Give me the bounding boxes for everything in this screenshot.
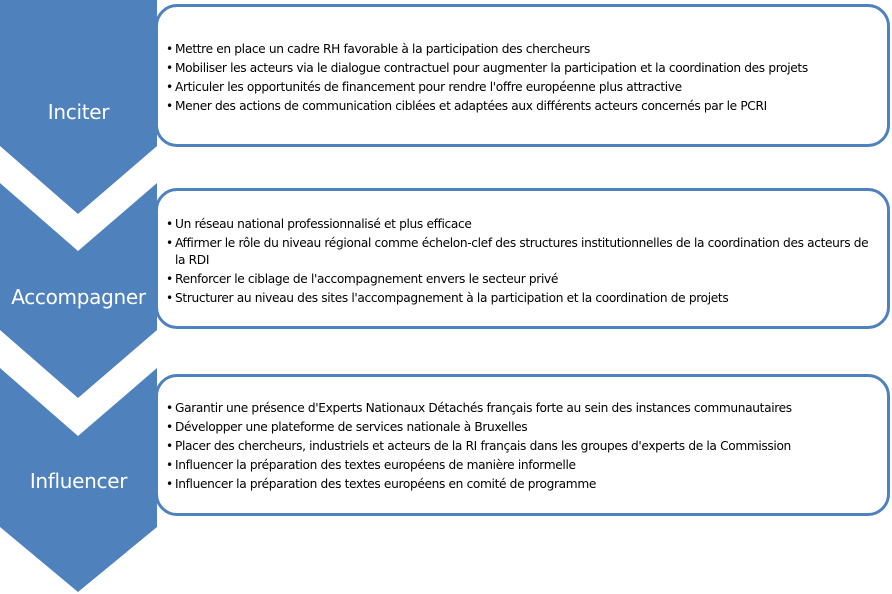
bullet-item: • Articuler les opportunités de financement pour rendre l'offre européenne plus attractive bbox=[166, 79, 875, 96]
step-box-influencer bbox=[155, 374, 890, 516]
bullet-item: • Renforcer le ciblage de l'accompagnement envers le secteur privé bbox=[166, 271, 875, 288]
step-label-accompagner: Accompagner bbox=[11, 285, 146, 309]
step-label-inciter: Inciter bbox=[47, 100, 110, 124]
bullet-item: • Affirmer le rôle du niveau régional comme échelon-clef des structures institutionnelles de la coordination des acteurs de la RDI bbox=[166, 235, 875, 269]
bullet-item: • Garantir une présence d'Experts Nationaux Détachés français forte au sein des instances communautaires bbox=[166, 400, 875, 417]
bullet-list-accompagner bbox=[166, 216, 875, 307]
bullet-item: • Mener des actions de communication ciblées et adaptées aux différents acteurs concernés par le PCRI bbox=[166, 98, 875, 115]
bullet-list-influencer bbox=[166, 400, 875, 493]
step-label-influencer: Influencer bbox=[29, 469, 128, 493]
bullet-item: • Développer une plateforme de services nationale à Bruxelles bbox=[166, 419, 875, 436]
bullet-item: • Mobiliser les acteurs via le dialogue contractuel pour augmenter la participation et la coordination des projets bbox=[166, 60, 875, 77]
bullet-item: • Influencer la préparation des textes européens de manière informelle bbox=[166, 457, 875, 474]
bullet-item: • Influencer la préparation des textes européens en comité de programme bbox=[166, 476, 875, 493]
bullet-item: • Mettre en place un cadre RH favorable à la participation des chercheurs bbox=[166, 41, 875, 58]
bullet-item: • Placer des chercheurs, industriels et acteurs de la RI français dans les groupes d'experts de la Commission bbox=[166, 438, 875, 455]
step-box-inciter bbox=[155, 4, 890, 147]
bullet-item: • Un réseau national professionnalisé et plus efficace bbox=[166, 216, 875, 233]
bullet-item: • Structurer au niveau des sites l'accompagnement à la participation et la coordination de projets bbox=[166, 290, 875, 307]
bullet-list-inciter bbox=[166, 41, 875, 115]
step-box-accompagner bbox=[155, 188, 890, 329]
